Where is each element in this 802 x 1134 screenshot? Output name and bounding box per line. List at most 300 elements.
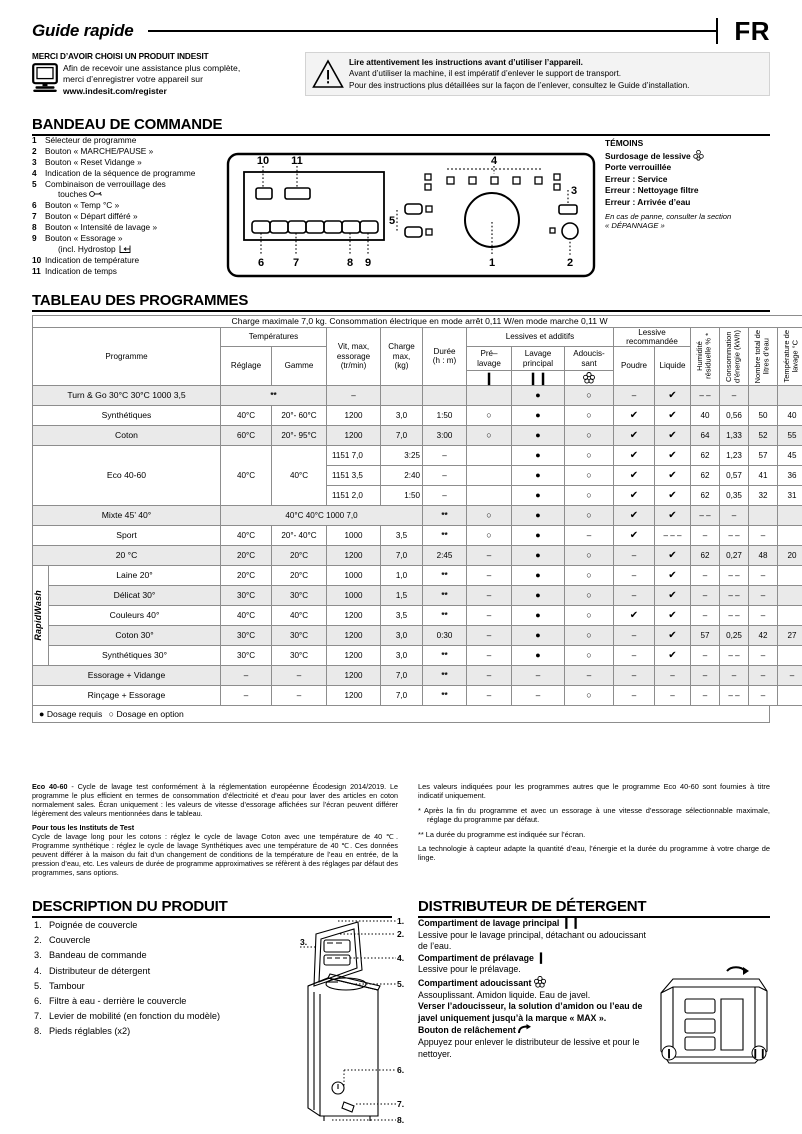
- cell-adoucissant: ○: [565, 465, 614, 485]
- cell-gamme: 20°C: [272, 565, 327, 585]
- footnote-institutes-text: Cycle de lavage long pour les cotons : réglez le cycle de lavage Coton avec une température de 40 ℃. Programme synthétique : réglez le cycle de lavage Synthétiques avec une température de 40 ℃. Ces données peuvent différer à la maison du fait d’un changement de conditions de la température de l’eau en entrée, de la pression d’eau, etc. Les valeurs de durée de programme approximatives se réfèrent à des réglages par défaut des programmes, sans options.: [32, 832, 398, 877]
- cell-poudre: ✔: [614, 605, 655, 625]
- dispenser-pre-text: Lessive pour le prélavage.: [418, 964, 521, 975]
- release-arrow-icon: [518, 1024, 532, 1035]
- cell-litres: 32: [749, 485, 778, 505]
- cell-humidite: – –: [691, 385, 720, 405]
- cell-energie: –: [720, 505, 749, 525]
- page-title: Guide rapide: [32, 21, 134, 40]
- cell-reglage: 60°C: [221, 425, 272, 445]
- cell-energie: – –: [720, 585, 749, 605]
- row-name-coton30: Coton 30°: [49, 625, 221, 645]
- cell-charge: 1,0: [381, 565, 423, 585]
- th-humidite: Humidité résiduelle % *: [691, 327, 720, 385]
- cell-vitesse: 1200: [327, 625, 381, 645]
- section-title-dispenser: DISTRIBUTEUR DE DÉTERGENT: [418, 898, 647, 915]
- cell-charge: 3,0: [381, 625, 423, 645]
- cell-lavage: ●: [512, 565, 565, 585]
- cell-duree: **: [423, 665, 467, 685]
- cell-energie: 1,33: [720, 425, 749, 445]
- cell-poudre: –: [614, 545, 655, 565]
- dispenser-pre-title: Compartiment de prélavage ❙: [418, 951, 546, 964]
- page-header: [32, 15, 770, 46]
- cell-energie: – –: [720, 605, 749, 625]
- list-item: [34, 1009, 220, 1024]
- list-item: [32, 179, 242, 190]
- cell-poudre: ✔: [614, 485, 655, 505]
- item-number: 4: [32, 167, 37, 178]
- table-row: [33, 405, 802, 425]
- th-poudre: Poudre: [614, 347, 655, 386]
- item-number: 2: [32, 145, 37, 156]
- cell-lavage: ●: [512, 405, 565, 425]
- cell-reglage: –: [221, 685, 272, 705]
- item-label: Filtre à eau - derrière le couvercle: [49, 996, 187, 1007]
- table-row: [33, 645, 802, 665]
- item-label: Distributeur de détergent: [49, 965, 151, 976]
- cell-temp: 40: [778, 405, 802, 425]
- callout-7: 7.: [397, 1099, 405, 1109]
- cell-energie: – –: [720, 685, 749, 705]
- list-item: [32, 222, 242, 233]
- thank-you-block: [32, 52, 297, 97]
- cell-liquide: ✔: [655, 445, 691, 465]
- item-label: Indication de la séquence de programme: [45, 167, 196, 178]
- item-number: 4.: [34, 965, 42, 976]
- table-row: [33, 425, 802, 445]
- cell-poudre: ✔: [614, 505, 655, 525]
- cell-temp: [778, 685, 802, 705]
- cell-humidite: 62: [691, 545, 720, 565]
- cell-poudre: –: [614, 385, 655, 405]
- cell-adoucissant: ○: [565, 425, 614, 445]
- thank-you-line1: Afin de recevoir une assistance plus complète,: [63, 63, 241, 73]
- item-number: 9: [32, 233, 37, 244]
- cell-prelavage: –: [467, 625, 512, 645]
- cell-liquide: ✔: [655, 565, 691, 585]
- cell-humidite: –: [691, 645, 720, 665]
- item-label: Bouton « Départ différé »: [45, 211, 138, 222]
- cell-dash: –: [423, 465, 467, 485]
- cell-charge: 3,5: [381, 525, 423, 545]
- cell-reglage: 20°C: [221, 545, 272, 565]
- svg-text:2: 2: [566, 257, 574, 269]
- cell-temp: [778, 565, 802, 585]
- main-wash-icon: ❙❙: [561, 917, 581, 929]
- th-lessives-additifs: Lessives et additifs: [467, 327, 614, 347]
- row-name-couleurs: Couleurs 40°: [49, 605, 221, 625]
- cell-liquide: –: [655, 665, 691, 685]
- list-item: [34, 918, 220, 933]
- item-number: 3: [32, 156, 37, 167]
- th-gamme: Gamme: [272, 347, 327, 386]
- list-item: [34, 1024, 220, 1039]
- cell-lavage: ●: [512, 465, 565, 485]
- list-item: [34, 994, 220, 1009]
- footnote-eco-label: Eco 40-60: [32, 782, 68, 791]
- svg-text:1: 1: [488, 257, 496, 269]
- cell-temp: [778, 505, 802, 525]
- list-item: [32, 211, 242, 222]
- row-name-sport: Sport: [33, 525, 221, 545]
- table-row: [33, 605, 802, 625]
- cell-reglage: 40°C: [221, 405, 272, 425]
- cell-liquide: ✔: [655, 405, 691, 425]
- cell-lavage: ●: [512, 545, 565, 565]
- cell-lavage: ●: [512, 525, 565, 545]
- svg-text:5: 5: [388, 215, 396, 227]
- cell-duree: 1:50: [381, 485, 423, 505]
- cell-duree: **: [423, 685, 467, 705]
- cell-poudre: ✔: [614, 465, 655, 485]
- item-label: Bouton « Reset Vidange »: [45, 156, 142, 167]
- cell-vitesse: –: [327, 385, 381, 405]
- cell-lavage: ●: [512, 485, 565, 505]
- cell-reglage: 30°C: [221, 645, 272, 665]
- cell-humidite: –: [691, 685, 720, 705]
- legend-required-label: Dosage requis: [46, 708, 103, 719]
- cell-lavage: ●: [512, 505, 565, 525]
- cell-lavage: ●: [512, 645, 565, 665]
- cell-litres: –: [749, 585, 778, 605]
- cell-humidite: –: [691, 665, 720, 685]
- item-number: 2.: [34, 935, 42, 946]
- th-energie: Consommation d’énergie (kWh): [720, 327, 749, 385]
- cell-temp: –: [778, 665, 802, 685]
- th-lessive-recommandee: Lessive recommandée: [614, 327, 691, 347]
- th-charge: Charge max, (kg): [381, 327, 423, 385]
- dispenser-soft-text: Assouplissant. Amidon liquide. Eau de javel.: [418, 989, 591, 1000]
- cell-duree: **: [423, 585, 467, 605]
- th-lavage-icon: ❙❙: [512, 370, 565, 385]
- cell-humidite: 62: [691, 445, 720, 465]
- th-lavage-principal: Lavage principal: [512, 347, 565, 371]
- row-name-laine: Laine 20°: [49, 565, 221, 585]
- cell-humidite: –: [691, 585, 720, 605]
- cell-poudre: –: [614, 645, 655, 665]
- item-label: Couvercle: [49, 935, 91, 946]
- cell-reglage: 20°C: [221, 565, 272, 585]
- cell-reglage: –: [221, 665, 272, 685]
- cell-adoucissant: ○: [565, 605, 614, 625]
- product-diagram: [300, 912, 412, 1130]
- cell-adoucissant: ○: [565, 685, 614, 705]
- cell-vitesse: 1200: [327, 405, 381, 425]
- svg-text:3: 3: [570, 185, 578, 197]
- callout-4: 4.: [397, 953, 405, 963]
- cell-energie: 0,25: [720, 625, 749, 645]
- table-row: [33, 525, 802, 545]
- cell-gamme: –: [272, 665, 327, 685]
- item-label: Bouton « Intensité de lavage »: [45, 222, 158, 233]
- header-tick: [716, 18, 718, 44]
- th-adoucissant: Adoucis- sant: [565, 347, 614, 371]
- row-name-eco: Eco 40-60: [33, 445, 221, 505]
- cell-charge: 3,5: [381, 605, 423, 625]
- item-number: 3.: [34, 950, 42, 961]
- cell-temp: [778, 525, 802, 545]
- indicators-note-line1: En cas de panne, consulter la section: [605, 211, 732, 221]
- cell-adoucissant: ○: [565, 625, 614, 645]
- list-item: [34, 948, 220, 963]
- product-parts-list: [34, 918, 220, 1040]
- item-number: 5.: [34, 980, 42, 991]
- indicator-overdose: Surdosage de lessive: [605, 150, 785, 163]
- th-adoucissant-icon: [565, 370, 614, 385]
- cell-lavage: ●: [512, 445, 565, 465]
- cell-liquide: –: [655, 685, 691, 705]
- item-label: Bouton « MARCHE/PAUSE »: [45, 145, 154, 156]
- cell-gamme: 20°- 40°C: [272, 525, 327, 545]
- cell-temp: [778, 645, 802, 665]
- cell-litres: –: [749, 685, 778, 705]
- warning-line2: Avant d’utiliser la machine, il est impératif d’enlever le support de transport.: [349, 69, 621, 79]
- cell-gamme: 40°C: [272, 445, 327, 505]
- thank-you-title: MERCI D’AVOIR CHOISI UN PRODUIT INDESIT: [32, 52, 209, 61]
- cell-duree: 3:25: [381, 445, 423, 465]
- cell-duree: **: [423, 565, 467, 585]
- legend-optional-icon: ○: [108, 708, 115, 719]
- legend-optional-label: Dosage en option: [116, 708, 184, 719]
- list-item: [32, 244, 242, 255]
- cell-reglage: 40°C: [221, 605, 272, 625]
- dispenser-main-title: Compartiment de lavage principal ❙❙: [418, 917, 581, 929]
- svg-text:7: 7: [292, 257, 300, 269]
- th-temperatures: Températures: [221, 327, 327, 347]
- indicator-error-service: Erreur : Service: [605, 173, 668, 184]
- cell-charge: 7,0: [381, 685, 423, 705]
- item-number: 7: [32, 211, 37, 222]
- cell-liquide: ✔: [655, 385, 691, 405]
- cell-liquide: ✔: [655, 485, 691, 505]
- warning-box: [305, 52, 770, 96]
- cell-energie: – –: [720, 645, 749, 665]
- cell-prelavage: –: [467, 585, 512, 605]
- row-name-essorage-vidange: Essorage + Vidange: [33, 665, 221, 685]
- footnote-r1: Les valeurs indiquées pour les programmes autres que le programme Eco 40-60 sont fournies à titre indicatif uniquement.: [418, 782, 770, 801]
- cell-dash: –: [423, 485, 467, 505]
- hydrostop-icon: [118, 244, 132, 254]
- item-label: Bouton « Essorage »: [45, 233, 123, 244]
- table-legend: [32, 706, 770, 723]
- list-item: [32, 135, 242, 146]
- cell-litres: [749, 505, 778, 525]
- cell-duree: 1:50: [423, 405, 467, 425]
- cell-prelavage: [467, 445, 512, 465]
- cell-prelavage: –: [467, 545, 512, 565]
- dispenser-label-main: ❙❙: [751, 1048, 767, 1058]
- warning-line1: Lire attentivement les instructions avant d’utiliser l’appareil.: [349, 58, 583, 68]
- programmes-table-wrap: [32, 315, 801, 723]
- cell-gamme: 30°C: [272, 625, 327, 645]
- item-label: Sélecteur de programme: [45, 135, 137, 145]
- cell-energie: 0,27: [720, 545, 749, 565]
- rapidwash-group-label: RapidWash: [33, 565, 49, 665]
- cell-energie: – –: [720, 525, 749, 545]
- callout-5: 5.: [397, 979, 405, 989]
- cell-lavage: ●: [512, 385, 565, 405]
- cell-litres: –: [749, 525, 778, 545]
- footnote-institutes-title: Pour tous les Instituts de Test: [32, 823, 135, 832]
- table-row: [33, 505, 802, 525]
- cell-reglage: 40°C: [221, 525, 272, 545]
- item-label: Poignée de couvercle: [49, 920, 138, 930]
- row-name-synth30: Synthétiques 30°: [49, 645, 221, 665]
- item-number: 6: [32, 200, 37, 211]
- cell-poudre: ✔: [614, 405, 655, 425]
- cell-vitesse: 1151 7,0: [327, 445, 381, 465]
- cell-poudre: –: [614, 665, 655, 685]
- cell-temp: [778, 585, 802, 605]
- cell-charge: 3,0: [381, 645, 423, 665]
- cell-prelavage: ○: [467, 525, 512, 545]
- section-title-programmes: TABLEAU DES PROGRAMMES: [32, 292, 249, 309]
- cell-duree: **: [423, 645, 467, 665]
- key-icon: [89, 190, 102, 198]
- cell-vitesse: 1200: [327, 545, 381, 565]
- cell-vitesse: 1000: [327, 525, 381, 545]
- cell-gamme: 20°- 95°C: [272, 425, 327, 445]
- cell-humidite: – –: [691, 505, 720, 525]
- overdose-icon: [693, 150, 704, 161]
- item-number: 8: [32, 222, 37, 233]
- cell-vitesse: 1151 2,0: [327, 485, 381, 505]
- cell-prelavage: [467, 485, 512, 505]
- cell-lavage: ●: [512, 625, 565, 645]
- item-label: (incl. Hydrostop: [58, 243, 116, 254]
- callout-8: 8.: [397, 1115, 405, 1125]
- cell-humidite: 62: [691, 465, 720, 485]
- cell-liquide: ✔: [655, 465, 691, 485]
- cell-energie: – –: [720, 565, 749, 585]
- section-rule-programmes: [32, 310, 770, 312]
- cell-vitesse: 1200: [327, 665, 381, 685]
- table-row: [33, 545, 802, 565]
- cell-energie: 1,23: [720, 445, 749, 465]
- th-duree: Durée (h : m): [423, 327, 467, 385]
- cell-temp: 31: [778, 485, 802, 505]
- cell-energie: 0,35: [720, 485, 749, 505]
- item-label: Tambour: [49, 980, 85, 991]
- cell-liquide: ✔: [655, 645, 691, 665]
- list-item: [32, 189, 242, 200]
- warning-triangle-icon: [312, 59, 346, 89]
- cell-duree: **: [423, 505, 467, 525]
- cell-litres: 50: [749, 405, 778, 425]
- svg-text:11: 11: [291, 155, 303, 167]
- cell-adoucissant: –: [565, 665, 614, 685]
- cell-liquide: ✔: [655, 625, 691, 645]
- section-title-control-panel: BANDEAU DE COMMANDE: [32, 116, 223, 133]
- list-item: [32, 157, 242, 168]
- cell-gamme: 40°C: [272, 605, 327, 625]
- cell-adoucissant: ○: [565, 585, 614, 605]
- cell-liquide: ✔: [655, 505, 691, 525]
- list-item: [32, 168, 242, 179]
- table-row: [33, 625, 802, 645]
- cell-liquide: ✔: [655, 605, 691, 625]
- cell-dash: –: [423, 445, 467, 465]
- row-name-20c: 20 °C: [33, 545, 221, 565]
- dispenser-soft-title: Compartiment adoucissant: [418, 976, 650, 990]
- cell-reglage: 40°C: [221, 445, 272, 505]
- cell-charge: 1,5: [381, 585, 423, 605]
- cell-lavage: ●: [512, 605, 565, 625]
- cell-charge: 3,0: [381, 405, 423, 425]
- callout-2: 2.: [397, 929, 405, 939]
- cell-merged-values: 40°C 40°C 1000 7,0: [221, 505, 423, 525]
- svg-text:6: 6: [257, 257, 265, 269]
- cell-temp: 45: [778, 445, 802, 465]
- cell-litres: –: [749, 665, 778, 685]
- cell-liquide: – – –: [655, 525, 691, 545]
- cell-prelavage: –: [467, 565, 512, 585]
- cell-poudre: –: [614, 685, 655, 705]
- register-url[interactable]: www.indesit.com/register: [63, 85, 167, 96]
- header-rule: [148, 30, 717, 33]
- table-row: [33, 565, 802, 585]
- dispenser-text-block: [418, 918, 650, 1060]
- cell-temp: [778, 385, 802, 405]
- cell-litres: –: [749, 605, 778, 625]
- cell-temp-merged: **: [221, 385, 327, 405]
- item-label: Combinaison de verrouillage des: [45, 178, 166, 189]
- cell-gamme: –: [272, 685, 327, 705]
- cell-duree: 0:30: [423, 625, 467, 645]
- callout-3: 3.: [300, 937, 308, 947]
- cell-energie: 0,56: [720, 405, 749, 425]
- th-reglage: Réglage: [221, 347, 272, 386]
- cell-duree: [423, 385, 467, 405]
- footnote-r3: ** La durée du programme est indiquée sur l’écran.: [418, 829, 586, 839]
- cell-humidite: 62: [691, 485, 720, 505]
- footnote-eco: [32, 782, 398, 818]
- row-name-mixte: Mixte 45’ 40°: [33, 505, 221, 525]
- cell-temp: 55: [778, 425, 802, 445]
- cell-litres: 57: [749, 445, 778, 465]
- cell-lavage: –: [512, 685, 565, 705]
- cell-poudre: ✔: [614, 445, 655, 465]
- cell-humidite: 57: [691, 625, 720, 645]
- cell-gamme: 30°C: [272, 645, 327, 665]
- item-number: 10: [32, 254, 42, 265]
- list-item: [32, 146, 242, 157]
- cell-vitesse: 1200: [327, 605, 381, 625]
- section-title-product: DESCRIPTION DU PRODUIT: [32, 898, 228, 915]
- dispenser-label-pre: ❙: [665, 1048, 673, 1058]
- cell-prelavage: –: [467, 645, 512, 665]
- item-number: 1: [32, 135, 37, 145]
- list-item: [34, 964, 220, 979]
- cell-adoucissant: ○: [565, 565, 614, 585]
- item-number: 11: [32, 265, 41, 276]
- cell-humidite: 40: [691, 405, 720, 425]
- svg-text:9: 9: [364, 257, 372, 269]
- thank-you-line2: merci d’enregistrer votre appareil sur: [63, 74, 203, 85]
- cell-lavage: ●: [512, 585, 565, 605]
- row-name-rincage-essorage: Rinçage + Essorage: [33, 685, 221, 705]
- th-prelavage: Pré– lavage: [467, 347, 512, 371]
- cell-poudre: –: [614, 565, 655, 585]
- table-row: [33, 685, 802, 705]
- cell-poudre: –: [614, 585, 655, 605]
- cell-adoucissant: ○: [565, 405, 614, 425]
- list-item: [32, 255, 242, 266]
- cell-charge: 7,0: [381, 665, 423, 685]
- cell-vitesse: 1200: [327, 685, 381, 705]
- item-label: Bouton « Temp °C »: [45, 200, 120, 211]
- cell-vitesse: 1200: [327, 425, 381, 445]
